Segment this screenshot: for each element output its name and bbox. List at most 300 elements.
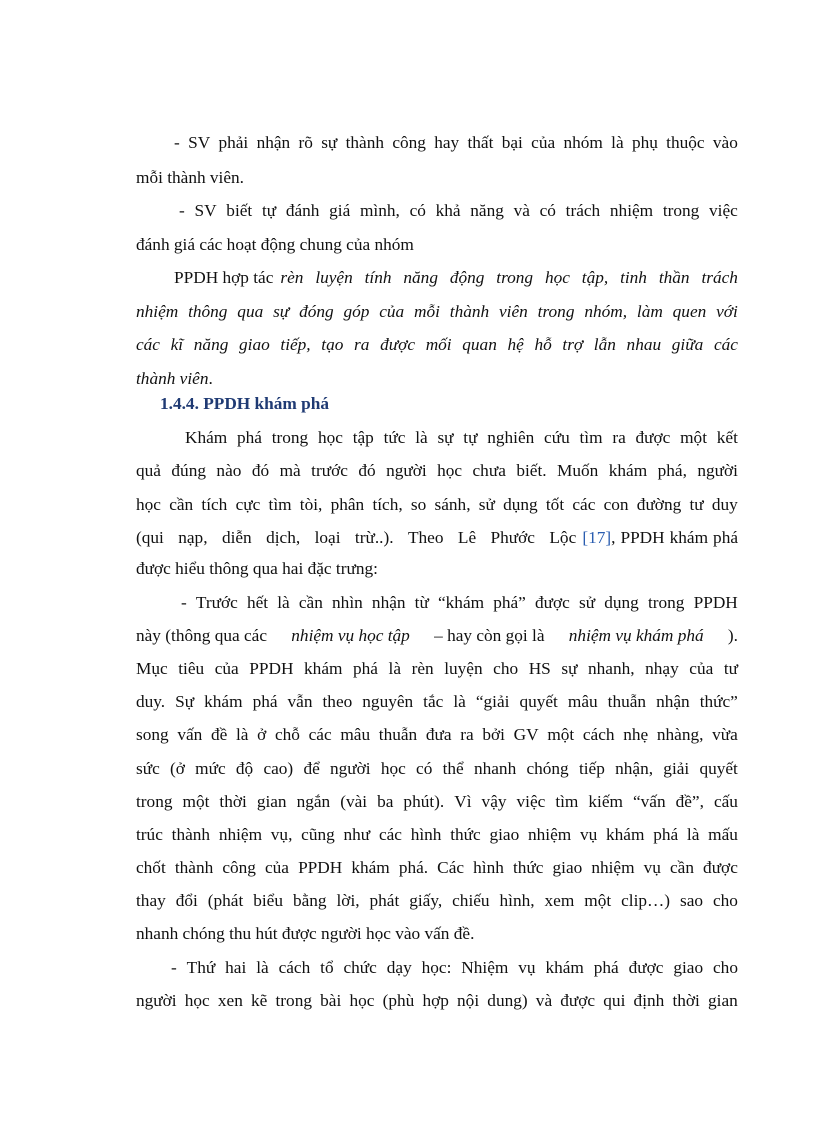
word: quan: [462, 335, 497, 354]
word: chiếu: [452, 891, 490, 910]
word: động: [449, 268, 485, 287]
word: SV: [194, 201, 217, 220]
word: vẫn: [287, 692, 313, 711]
word: (qui: [136, 528, 164, 547]
discovery-line-5: được hiểu thông qua hai đặc trưng:: [136, 559, 378, 578]
word: nhiệm: [136, 302, 179, 321]
word: mối: [425, 335, 452, 354]
word: HS: [528, 659, 551, 678]
word: là: [388, 659, 401, 678]
word: tính: [364, 268, 392, 287]
word: sử: [579, 593, 596, 612]
word: vụ,: [270, 825, 293, 844]
word: nhóm,: [584, 302, 628, 321]
first-feature-line-10: [136, 889, 738, 913]
word: sao: [680, 891, 704, 910]
word: công: [222, 858, 256, 877]
word: của: [379, 302, 405, 321]
word: thành: [345, 133, 384, 152]
word: tốt: [545, 495, 565, 514]
word: hệ: [507, 335, 524, 354]
word: trong: [496, 268, 534, 287]
word: năng: [470, 201, 504, 220]
word: các: [308, 725, 332, 744]
word: học: [380, 759, 406, 778]
discovery-line-2: [136, 459, 738, 483]
word: rèn: [280, 268, 304, 287]
word: nhóm: [563, 133, 603, 152]
word: “giải: [475, 692, 510, 711]
first-feature-line-4: [136, 690, 738, 714]
word: sánh,: [434, 495, 471, 514]
word: dụng: [604, 593, 639, 612]
cooperative-italic-1: [280, 266, 738, 290]
cooperative-line-2: [136, 300, 738, 324]
word: Khám: [185, 428, 228, 447]
word: phút).: [403, 792, 445, 811]
word: tự: [463, 428, 478, 447]
word: thuẫn: [607, 692, 647, 711]
first-feature-line-6: [136, 757, 738, 781]
word: Lê: [457, 528, 477, 547]
word: của: [531, 133, 556, 152]
word: giao: [489, 825, 520, 844]
word: hỗ: [534, 335, 552, 354]
word: thuộc: [666, 133, 705, 152]
word: giao: [552, 858, 583, 877]
word: xen: [217, 991, 243, 1010]
word: là: [686, 825, 700, 844]
word: thành: [174, 858, 214, 877]
first-feature-line-11: nhanh chóng thu hút được người học vào vấn đề.: [136, 924, 475, 943]
word: tập: [352, 428, 374, 447]
word: khám: [545, 958, 584, 977]
word: lời,: [336, 891, 360, 910]
word: năng: [193, 335, 229, 354]
bullet-2-line-1: [179, 199, 738, 223]
word: nhau: [626, 335, 662, 354]
word: tức: [383, 428, 406, 447]
word: duy.: [136, 692, 166, 711]
word: kĩ: [170, 335, 184, 354]
cooperative-lead: PPDH hợp tác: [174, 268, 274, 287]
word: Sự: [175, 692, 195, 711]
word: thành: [449, 302, 490, 321]
bullet-1-line-1: [174, 131, 738, 155]
word: nhìn: [332, 593, 363, 612]
word: được: [703, 858, 738, 877]
word: có: [409, 201, 426, 220]
word: ngắn: [296, 792, 331, 811]
word: được: [535, 593, 570, 612]
word: giao: [239, 335, 270, 354]
word: thức”: [699, 692, 738, 711]
word: đó: [251, 461, 270, 480]
word: mâu: [567, 692, 598, 711]
word: qui: [603, 991, 626, 1010]
word: quyết: [699, 759, 738, 778]
word: giá: [329, 201, 351, 220]
word: một: [182, 792, 210, 811]
word: nhanh: [473, 759, 517, 778]
word: thời: [219, 792, 247, 811]
word: trách: [565, 201, 601, 220]
word: Phước: [490, 528, 535, 547]
first-feature-line-5: [136, 723, 738, 747]
word: kiếm: [588, 792, 623, 811]
word: học:: [421, 958, 452, 977]
word: nhiệm: [609, 201, 654, 220]
word: tự: [261, 201, 277, 220]
word: trong: [136, 792, 173, 811]
word: tập,: [581, 268, 609, 287]
word: hình: [473, 858, 504, 877]
word: nhiệm: [528, 825, 572, 844]
word: Các: [437, 858, 465, 877]
word: một: [547, 725, 575, 744]
word: trách: [701, 268, 738, 287]
word: quen: [672, 302, 707, 321]
word: cấu: [713, 792, 738, 811]
discovery-line-4-part-a: [136, 526, 576, 550]
word: các: [713, 335, 738, 354]
word: công: [392, 133, 426, 152]
word: thuẫn: [378, 725, 418, 744]
word: chưa: [472, 461, 506, 480]
word: năng: [403, 268, 438, 287]
word: ở: [257, 725, 267, 744]
word: thất: [467, 133, 494, 152]
word: lẫn: [593, 335, 616, 354]
section-heading: 1.4.4. PPDH khám phá: [160, 394, 329, 413]
word: phá: [593, 958, 619, 977]
word: PPDH: [298, 858, 343, 877]
first-feature-line-1: [181, 591, 738, 615]
word: người: [697, 461, 738, 480]
second-feature-line-2: [136, 989, 738, 1013]
word: qua: [237, 302, 264, 321]
word: quyết: [519, 692, 558, 711]
word: trong: [537, 302, 575, 321]
word: dịch,: [266, 528, 301, 547]
word: nhận,: [615, 759, 654, 778]
word: thể: [442, 759, 464, 778]
word: -: [181, 593, 187, 612]
word: cho: [713, 958, 738, 977]
word: giấy,: [409, 891, 443, 910]
word: Theo: [407, 528, 444, 547]
word: dung): [487, 991, 528, 1010]
word: phá,: [657, 461, 687, 480]
word: khám: [351, 858, 390, 877]
word: việc: [516, 792, 546, 811]
word: phá”: [493, 593, 526, 612]
word: PPDH: [620, 528, 665, 547]
word: nhiệm: [218, 825, 263, 844]
citation-17[interactable]: [17]: [582, 528, 612, 547]
word: sử: [478, 495, 495, 514]
word: của: [265, 858, 289, 877]
word: mỗi: [414, 302, 440, 321]
word: đúng: [171, 461, 206, 480]
word: của: [214, 659, 239, 678]
word: trong: [275, 991, 312, 1010]
word: rõ: [298, 133, 313, 152]
word: góp: [343, 302, 370, 321]
word: được: [380, 335, 416, 354]
word: trong: [662, 201, 700, 220]
word: gian: [708, 991, 738, 1010]
word: cần: [298, 593, 323, 612]
word: nào: [216, 461, 242, 480]
word: (vài: [340, 792, 368, 811]
word: đóng: [299, 302, 334, 321]
word: phân: [330, 495, 365, 514]
word: hình,: [499, 891, 535, 910]
word: là: [277, 593, 290, 612]
word: tòi,: [299, 495, 323, 514]
word: học: [544, 268, 570, 287]
word: một: [680, 428, 707, 447]
word: bại: [501, 133, 523, 152]
word: được: [635, 428, 671, 447]
word: phải: [218, 133, 249, 152]
word: cần: [169, 495, 194, 514]
word: giữa: [671, 335, 704, 354]
word: các: [572, 495, 596, 514]
word: là: [415, 428, 428, 447]
word: cách: [278, 958, 311, 977]
word: tích: [201, 495, 228, 514]
word: khám: [669, 528, 709, 547]
word: PPDH: [249, 659, 294, 678]
word: tiếp,: [280, 335, 311, 354]
word: nhận: [371, 593, 406, 612]
word: các: [136, 335, 160, 354]
word: cao): [263, 759, 294, 778]
word: tổ: [320, 958, 334, 977]
word: hay: [434, 133, 460, 152]
word: độ: [235, 759, 254, 778]
word: biết.: [516, 461, 547, 480]
word: định: [633, 991, 665, 1010]
word: phá: [353, 659, 378, 678]
word: biểu: [253, 891, 283, 910]
cooperative-line-4-end: .: [208, 369, 213, 388]
second-feature-line-1: [171, 956, 738, 980]
word: theo: [322, 692, 353, 711]
word: sức: [136, 759, 160, 778]
word: biết: [226, 201, 253, 220]
word: đó: [358, 461, 376, 480]
word: bởi: [482, 725, 505, 744]
word: được: [560, 991, 596, 1010]
word: gian: [256, 792, 287, 811]
word: sự: [437, 428, 454, 447]
word: ra: [354, 335, 370, 354]
first-feature-line-2a: này (thông qua các: [136, 626, 267, 645]
word: nghiên: [487, 428, 535, 447]
word: cho: [493, 659, 519, 678]
word: GV: [513, 725, 539, 744]
word: Trước: [195, 593, 238, 612]
word: Mục: [136, 659, 168, 678]
word: Muốn: [557, 461, 599, 480]
word: khám: [304, 659, 343, 678]
word: làm: [636, 302, 663, 321]
first-feature-line-8: [136, 823, 738, 847]
word: Lộc: [549, 528, 577, 547]
word: hai: [225, 958, 247, 977]
discovery-line-4-part-b: [611, 526, 738, 550]
first-feature-italic-1: nhiệm vụ học tập: [291, 626, 410, 645]
word: -: [171, 958, 177, 977]
word: học: [136, 495, 161, 514]
word: phá: [237, 428, 262, 447]
word: sự: [321, 133, 338, 152]
word: diễn: [221, 528, 252, 547]
cooperative-line-1: [174, 266, 738, 290]
word: mức: [195, 759, 226, 778]
word: vào: [712, 133, 738, 152]
word: PPDH: [693, 593, 738, 612]
word: cứu: [544, 428, 570, 447]
word: “vấn: [632, 792, 666, 811]
word: hình: [410, 825, 442, 844]
word: trong: [271, 428, 309, 447]
word: học: [317, 428, 343, 447]
word: ,: [611, 528, 616, 547]
cooperative-line-4-italic: thành viên: [136, 369, 209, 388]
word: nhanh,: [588, 659, 635, 678]
first-feature-italic-2: nhiệm vụ khám phá: [568, 626, 704, 645]
word: giao: [673, 958, 704, 977]
word: nhàng,: [656, 725, 704, 744]
word: thần: [658, 268, 690, 287]
word: để: [303, 759, 320, 778]
word: vậy: [481, 792, 507, 811]
word: có: [539, 201, 556, 220]
word: là: [453, 692, 466, 711]
word: -: [174, 133, 180, 152]
word: sự: [561, 659, 578, 678]
word: sự: [273, 302, 290, 321]
word: học: [437, 461, 463, 480]
word: đường: [636, 495, 682, 514]
word: đưa: [425, 725, 452, 744]
word: chức: [343, 958, 377, 977]
word: vấn: [177, 725, 203, 744]
word: với: [716, 302, 738, 321]
word: mà: [279, 461, 301, 480]
word: tạo: [321, 335, 344, 354]
word: thời: [672, 991, 700, 1010]
word: phụ: [631, 133, 658, 152]
word: cho: [713, 891, 738, 910]
word: tìm: [579, 428, 603, 447]
word: vừa: [712, 725, 738, 744]
cooperative-line-4: [136, 367, 213, 391]
discovery-line-1: [185, 426, 738, 450]
word: được: [628, 958, 664, 977]
word: vụ: [518, 958, 536, 977]
word: phá.: [398, 858, 429, 877]
word: nhạy: [645, 659, 679, 678]
word: hết: [246, 593, 269, 612]
word: rèn: [411, 659, 434, 678]
word: như: [343, 825, 371, 844]
word: tắc: [423, 692, 444, 711]
word: duy: [711, 495, 738, 514]
word: SV: [188, 133, 211, 152]
word: nhẹ: [623, 725, 649, 744]
bullet-1-line-2: mỗi thành viên.: [136, 168, 244, 187]
word: (phù: [382, 991, 415, 1010]
word: clip…): [621, 891, 671, 910]
word: nạp,: [178, 528, 208, 547]
word: nhiệm: [591, 858, 635, 877]
discovery-line-4: [136, 526, 738, 550]
word: thay: [136, 891, 166, 910]
word: tích,: [372, 495, 403, 514]
word: nhận: [656, 692, 690, 711]
word: tìm: [555, 792, 579, 811]
word: phá: [252, 692, 278, 711]
word: vụ: [643, 858, 661, 877]
word: cực: [235, 495, 261, 514]
word: tiêu: [178, 659, 205, 678]
word: “khám: [438, 593, 485, 612]
word: nguyên: [362, 692, 414, 711]
word: ra: [612, 428, 626, 447]
word: hợp: [422, 991, 449, 1010]
word: song: [136, 725, 169, 744]
word: Nhiệm: [461, 958, 509, 977]
first-feature-line-3: [136, 657, 738, 681]
word: của: [689, 659, 714, 678]
word: thành: [171, 825, 211, 844]
word: con: [603, 495, 629, 514]
word: và: [535, 991, 553, 1010]
word: nhận: [256, 133, 291, 152]
word: đề”,: [675, 792, 704, 811]
word: mình,: [359, 201, 400, 220]
word: quả: [136, 461, 161, 480]
word: kết: [716, 428, 738, 447]
word: giải: [663, 759, 690, 778]
discovery-line-3: [136, 493, 738, 517]
word: dụng: [503, 495, 538, 514]
word: tiếp: [578, 759, 605, 778]
word: khám: [606, 825, 645, 844]
word: chóng: [526, 759, 569, 778]
word: đề: [210, 725, 228, 744]
first-feature-line-2c: ).: [727, 626, 738, 645]
word: xem: [544, 891, 575, 910]
word: -: [179, 201, 185, 220]
word: khả: [435, 201, 461, 220]
word: mâu: [340, 725, 371, 744]
word: dạy: [386, 958, 412, 977]
word: thông: [188, 302, 228, 321]
word: trợ: [562, 335, 584, 354]
word: là: [611, 133, 624, 152]
word: luyện: [315, 268, 353, 287]
word: trừ..).: [354, 528, 394, 547]
word: học: [349, 991, 375, 1010]
word: và: [513, 201, 530, 220]
word: tư: [723, 659, 738, 678]
